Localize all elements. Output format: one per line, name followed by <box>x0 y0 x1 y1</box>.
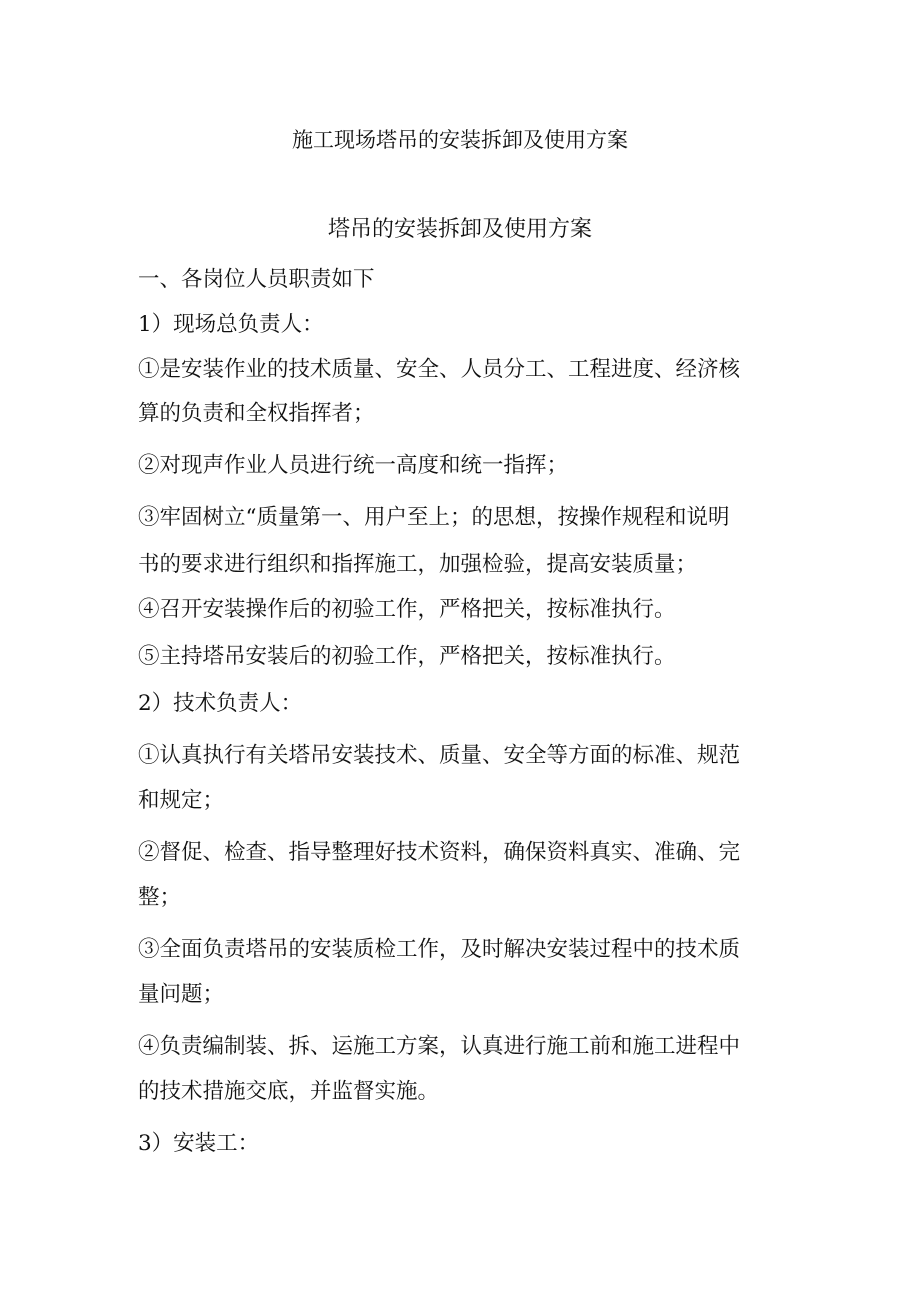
duty-line: 整； <box>138 885 182 910</box>
duty-line: ①是安装作业的技术质量、安全、人员分工、工程进度、经济核 <box>138 357 741 382</box>
document-subtitle: 塔吊的安装拆卸及使用方案 <box>327 217 592 242</box>
duty-line: ②督促、检查、指导整理好技术资料，确保资料真实、准确、完 <box>138 840 741 865</box>
document-body <box>138 258 788 1166</box>
duty-line: ④召开安装操作后的初验工作，严格把关，按标准执行。 <box>138 597 676 622</box>
duty-line: ④负责编制装、拆、运施工方案，认真进行施工前和施工进程中 <box>138 1034 741 1059</box>
duty-line: ②对现声作业人员进行统一高度和统一指挥； <box>138 453 569 478</box>
duty-line: 量问题； <box>138 982 225 1007</box>
duty-line: 和规定； <box>138 788 225 813</box>
section-heading-responsibilities: 一、各岗位人员职责如下 <box>138 267 375 292</box>
duty-line: 的技术措施交底，并监督实施。 <box>138 1079 440 1104</box>
duty-line: ③全面负责塔吊的安装质检工作，及时解决安装过程中的技术质 <box>138 937 741 962</box>
duty-line: ⑤主持塔吊安装后的初验工作，严格把关，按标准执行。 <box>138 644 676 669</box>
role-heading-installer: 3）安装工： <box>138 1131 260 1156</box>
role-heading-technical-lead: 2）技术负责人： <box>138 691 303 716</box>
document-title: 施工现场塔吊的安装拆卸及使用方案 <box>292 128 628 152</box>
role-heading-site-manager: 1）现场总负责人： <box>138 312 324 337</box>
duty-line: ①认真执行有关塔吊安装技术、质量、安全等方面的标准、规范 <box>138 743 741 768</box>
duty-line: 书的要求进行组织和指挥施工，加强检验，提高安装质量； <box>138 552 698 577</box>
duty-line: 算的负责和全权指挥者； <box>138 401 375 426</box>
duty-line: ③牢固树立“质量第一、用户至上；的思想，按操作规程和说明 <box>138 505 730 530</box>
